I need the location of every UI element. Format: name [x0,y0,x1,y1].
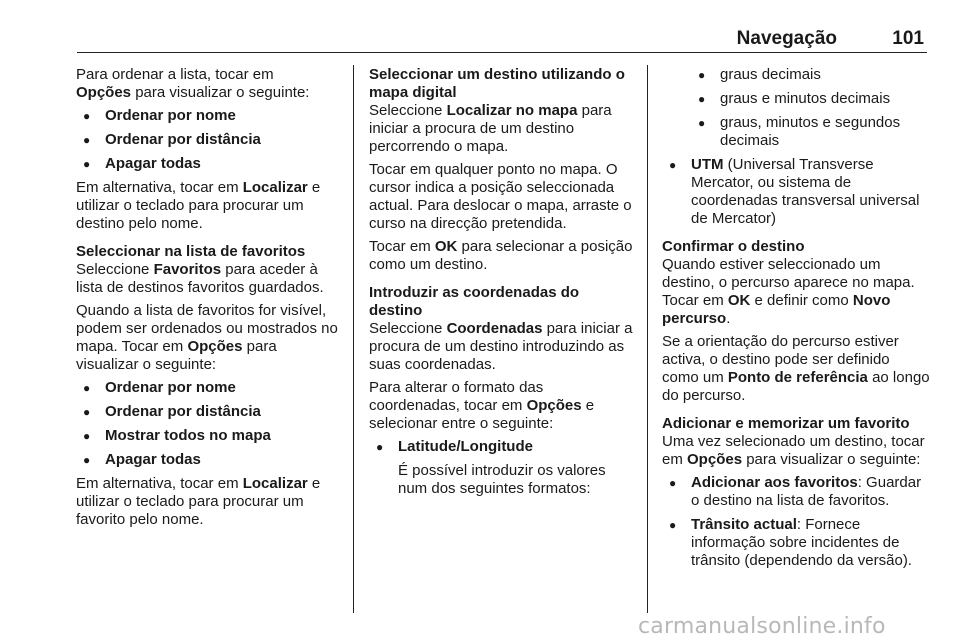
column-3 [662,66,930,576]
paragraph: Uma vez selecionado um destino, tocar em Opções para visualizar o seguinte: [662,433,925,468]
paragraph: Tocar em qualquer ponto no mapa. O cursor indica a posição seleccionada actual. Para deslocar o mapa, arraste o curso na direcção pretendida. [369,161,632,232]
list-item: ● Ordenar por nome [76,107,338,125]
bullet-list [76,379,338,469]
section-heading: Introduzir as coordenadas do destino [369,284,580,319]
list-item: ● Mostrar todos no mapa [76,427,338,445]
list-item: ● graus decimais [691,66,930,84]
bullet-list [662,156,930,228]
section-title: Navegação [736,28,837,49]
paragraph: Seleccione Favoritos para aceder à lista de destinos favoritos guardados. [76,261,324,296]
list-item: ● Ordenar por distância [76,403,338,421]
list-item: ● Ordenar por distância [76,131,338,149]
column-1 [76,66,338,534]
section-heading: Seleccionar um destino utilizando o mapa digital [369,66,625,101]
paragraph: Para ordenar a lista, tocar em Opções para visualizar o seguinte: [76,66,310,101]
bullet-list [76,107,338,173]
section-heading: Seleccionar na lista de favoritos [76,243,306,260]
list-item: ● UTM (Universal Transverse Mercator, ou sistema de coordenadas transversal universal de Mercator) [662,156,930,228]
item-description: É possível introduzir os valores num dos seguintes formatos: [398,462,606,497]
watermark: carmanualsonline.info [638,614,886,639]
list-item: ● Apagar todas [76,451,338,469]
paragraph: Quando estiver seleccionado um destino, o percurso aparece no mapa. Tocar em OK e definir como Novo percurso. [662,256,915,327]
paragraph: Em alternativa, tocar em Localizar e utilizar o teclado para procurar um destino pelo nome. [76,179,321,232]
section-heading: Confirmar o destino [662,238,805,255]
paragraph: Quando a lista de favoritos for visível, podem ser ordenados ou mostrados no mapa. Tocar em Opções para visualizar o seguinte: [76,302,338,373]
paragraph: Seleccione Localizar no mapa para iniciar a procura de um destino percorrendo o mapa. [369,102,612,155]
list-item: ● Trânsito actual: Fornece informação sobre incidentes de trânsito (dependendo da versão). [662,516,930,570]
bullet-list [691,66,930,150]
bullet-list [369,438,633,498]
column-divider-2 [647,65,648,613]
list-item: ● Apagar todas [76,155,338,173]
list-item: ● Latitude/Longitude É possível introduzir os valores num dos seguintes formatos: [369,438,633,498]
list-item: ● Ordenar por nome [76,379,338,397]
column-2 [369,66,633,504]
list-item: ● graus e minutos decimais [691,90,930,108]
paragraph: Seleccione Coordenadas para iniciar a procura de um destino introduzindo as suas coordenadas. [369,320,633,373]
paragraph: Tocar em OK para selecionar a posição como um destino. [369,238,633,273]
column-divider-1 [353,65,354,613]
paragraph: Em alternativa, tocar em Localizar e utilizar o teclado para procurar um favorito pelo nome. [76,475,321,528]
bullet-list [662,474,930,570]
list-item: ● graus, minutos e segundos decimais [691,114,930,150]
section-heading: Adicionar e memorizar um favorito [662,415,910,432]
paragraph: Para alterar o formato das coordenadas, tocar em Opções e selecionar entre o seguinte: [369,379,595,432]
list-item: ● Adicionar aos favoritos: Guardar o destino na lista de favoritos. [662,474,930,510]
paragraph: Se a orientação do percurso estiver activa, o destino pode ser definido como um Ponto de referência ao longo do percurso. [662,333,930,404]
page-header [77,26,927,53]
page-number: 101 [892,28,924,49]
